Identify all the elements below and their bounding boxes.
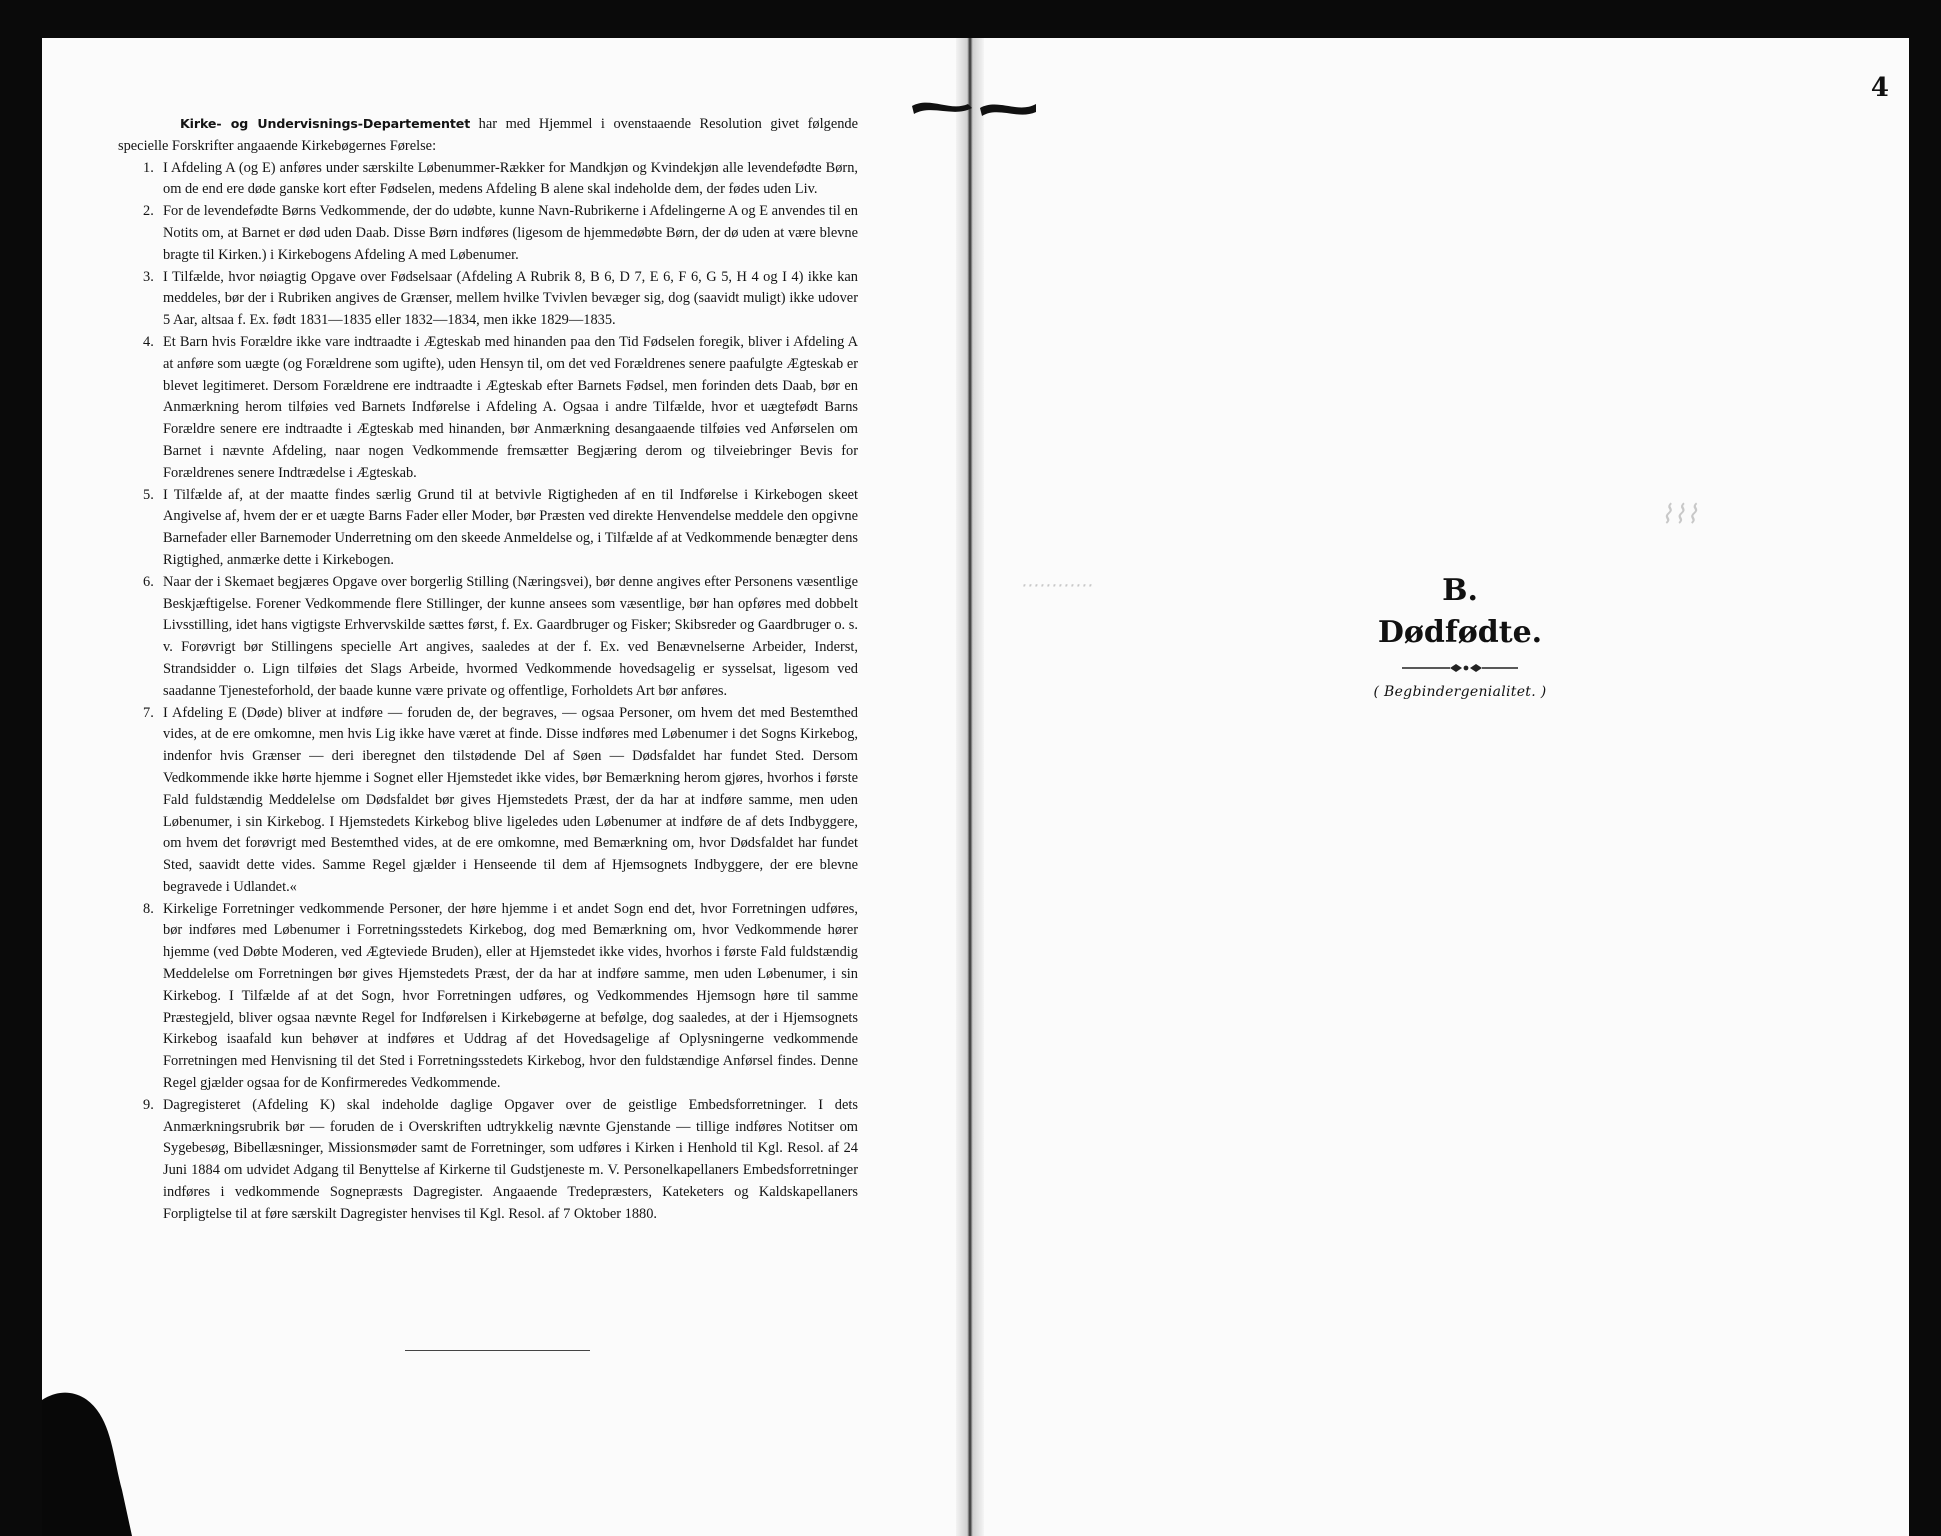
rule-item xyxy=(118,572,858,703)
rule-text: For de levendefødte Børns Vedkommende, der do udøbte, kunne Navn-Rubrikerne i Afdelingerne A og E anvendes til en Notits om, at Barnet er død uden Daab. Disse Børn indføres (ligesom de hjemmedøbte Børn, der dø uden at være blevne bragte til Kirken.) i Kirkebogens Afdeling A med Løbenumer. xyxy=(163,203,858,263)
rule-number: 6. xyxy=(143,573,154,590)
rule-text: Naar der i Skemaet begjæres Opgave over borgerlig Stilling (Næringsvei), bør denne angives efter Personens væsentlige Beskjæftigelse. Forener Vedkommende flere Stillinger, der kunne ansees som væsentlige, bør han opføres med dobbelt Livsstilling, idet hans vigtigste Erhvervskilde sættes først, f. Ex. Gaardbruger og Fisker; Skibsreder og Gaardbruger o. s. v. Forøvrigt bør Stillingens specielle Art angives, saaledes at der f. Ex. ved Benævnelserne Arbeider, Inderst, Strandsidder o. Lign tilføies det Slags Arbeide, hvormed Vedkommende hovedsagelig er sysselsat, ligesom ved saadanne Tjenesteforhold, der baade kunne være private og offentlige, Forholdets Art bør anføres. xyxy=(163,573,858,699)
regulations-text xyxy=(118,113,858,1226)
intro-paragraph xyxy=(118,113,858,158)
rule-item xyxy=(118,703,858,899)
rule-item xyxy=(118,158,858,202)
rule-text: Dagregisteret (Afdeling K) skal indeholde daglige Opgaver over de geistlige Embedsforretninger. I dets Anmærkningsrubrik bør — foruden de i Overskriften udtrykkelig nævnte Gjenstande — tillige indføres Notitser om Sygebesøg, Bibellæsninger, Missionsmøder samt de Forretninger, som udføres i Kirken i Henhold til Kgl. Resol. af 24 Juni 1884 om udvidet Adgang til Benyttelse af Kirkerne til Gudstjeneste m. V. Personelkapellaners Embedsforretninger indføres i vedkommende Sognepræsts Dagregister. Angaaende Tredepræsters, Kateketers og Kaldskapellaners Forpligtelse til at føre særskilt Dagregister henvises til Kgl. Resol. af 7 Oktober 1880. xyxy=(163,1096,858,1222)
rule-number: 7. xyxy=(143,704,154,721)
rule-text: I Afdeling A (og E) anføres under særskilte Løbenummer-Rækker for Mandkjøn og Kvindekjøn alle levendefødte Børn, om de end ere døde ganske kort efter Fødselen, medens Afdeling B alene skal indeholde dem, der fødes uden Liv. xyxy=(163,159,858,198)
rule-item xyxy=(118,332,858,485)
scan-shadow-blot xyxy=(42,1380,132,1536)
rule-number: 8. xyxy=(143,900,154,917)
rule-text: I Afdeling E (Døde) bliver at indføre — foruden de, der begraves, — ogsaa Personer, om hvem det med Bestemthed vides, at de ere omkomne, men hvis Lig ikke have været at finde. Disse indføres med Løbenumer i det Sogns Kirkebog, indenfor hvis Grænser — deri iberegnet den tilstødende Del af Søen — Dødsfaldet har fundet Sted. Dersom Vedkommende ikke hørte hjemme i Sognet eller Hjemstedet ikke vides, bør Bemærkning herom gjøres, hvorhos i første Fald fuldstændig Meddelelse om Dødsfaldet bør gives Hjemstedets Præst, der da har at indføre samme, men uden Løbenumer, i sin Kirkebog. I Hjemstedets Kirkebog blive ligeledes uden Løbenumer at indføre de af dets Indbyggere, om hvem det forøvrigt med Bestemthed vides, at de ere omkomne, med Bemærkning om, hvor Dødsfaldet har fundet Sted, saavidt dette vides. Samme Regel gjælder i Henseende til dem af Hjemsognets Indbyggere, der ere blevne begravede i Udlandet.« xyxy=(163,704,858,895)
rule-text: Et Barn hvis Forældre ikke vare indtraadte i Ægteskab med hinanden paa den Tid Fødselen foregik, bliver i Afdeling A at anføre som uægte (og Forældrene som ugifte), uden Hensyn til, om det ved Forældrenes senere paafulgte Ægteskab er blevet legitimeret. Dersom Forældrene ere indtraadte i Ægteskab efter Barnets Fødsel, men forinden dets Daab, bør en Anmærkning herom tilføies ved Barnets Indførelse i Afdeling A. Ogsaa i andre Tilfælde, hvor et uægtefødt Barns Forældre senere ere indtraadte i Ægteskab med hinanden, bør Anmærkning desangaaende tilføies ved Anførselen om Barnet i nævnte Afdeling, naar nogen Vedkommende fremsætter Begjæring derom og tilveiebringer Bevis for Forældrenes senere Indtrædelse i Ægteskab. xyxy=(163,333,858,481)
end-rule-divider xyxy=(405,1350,590,1351)
rule-item xyxy=(118,1095,858,1226)
rule-number: 4. xyxy=(143,333,154,350)
rule-item xyxy=(118,267,858,332)
rule-item xyxy=(118,201,858,266)
rule-text: Kirkelige Forretninger vedkommende Personer, der høre hjemme i et andet Sogn end det, hvor Forretningen udføres, bør indføres med Løbenumer i Forretningsstedets Kirkebog, dog med Bemærkning om, hvor Vedkommende hører hjemme (ved Døbte Moderen, ved Ægteviede Bruden), eller at Hjemstedet ikke vides, hvorhos i første Fald fuldstændig Meddelelse om Forretningen bør gives Hjemstedets Præst, der da har at indføre samme, men uden Løbenumer, i sin Kirkebog. I Tilfælde af at det Sogn, hvor Forretningen udføres, og Vedkommendes Hjemsogn høre til samme Præstegjeld, bliver ogsaa nævnte Regel for Indførelsen i Kirkebøgerne at befølge, dog saaledes, at der i Hjemsognets Kirkebog isaafald kun behøver at indføres et Uddrag af det Hovedsagelige af Oplysningerne vedkommende Forretningen med Henvisning til det Sted i Forretningsstedets Kirkebog, hvor den fuldstændige Anførsel findes. Denne Regel gjælder ogsaa for de Konfirmeredes Vedkommende. xyxy=(163,900,858,1092)
page-number: 4 xyxy=(1870,73,1889,103)
rule-number: 3. xyxy=(143,268,154,285)
book-gutter xyxy=(956,38,984,1536)
rule-number: 5. xyxy=(143,486,154,503)
rule-item xyxy=(118,899,858,1095)
rule-number: 1. xyxy=(143,159,154,176)
department-name: Kirke- og Undervisnings-Departementet xyxy=(180,116,471,131)
bleed-through-mark: ⋯⋯⋯⋯ xyxy=(1020,575,1092,596)
rule-text: I Tilfælde af, at der maatte findes særlig Grund til at betvivle Rigtigheden af en til Indførelse i Kirkebogen skeet Angivelse af, hvem der er et uægte Barns Fader eller Moder, bør Præsten ved direkte Henvendelse meddele den opgivne Barnefader eller Barnemoder Underretning om den skeede Anmeldelse og, i Tilfælde af at Vedkommende benægter dens Rigtighed, anmærke dette i Kirkebogen. xyxy=(163,486,858,568)
rule-text: I Tilfælde, hvor nøiagtig Opgave over Fødselsaar (Afdeling A Rubrik 8, B 6, D 7, E 6, F 6, G 5, H 4 og I 4) ikke kan meddeles, bør der i Rubriken angives de Grænser, mellem hvilke Tvivlen bevæger sig, dog (saavidt muligt) ikke udover 5 Aar, altsaa f. Ex. født 1831—1835 eller 1832—1834, men ikke 1829—1835. xyxy=(163,268,858,329)
rule-number: 2. xyxy=(143,203,154,220)
section-title: Dødfødte. xyxy=(1377,615,1543,650)
section-letter: B. xyxy=(1442,573,1478,608)
bleed-through-mark: ⌇⌇⌇ xyxy=(1660,500,1699,530)
rule-item xyxy=(118,485,858,572)
section-heading xyxy=(1330,572,1590,700)
intro-text: har med Hjemmel i ovenstaaende Resolution givet følgende specielle Forskrifter angaaende Kirkebøgernes Førelse: xyxy=(118,116,858,154)
ornament-divider-icon xyxy=(1400,662,1520,674)
right-page xyxy=(977,38,1909,1536)
binding-clip-icon xyxy=(910,92,1040,126)
rule-number: 9. xyxy=(143,1096,154,1113)
handwritten-note: ( Begbindergenialitet. ) xyxy=(1373,684,1547,700)
